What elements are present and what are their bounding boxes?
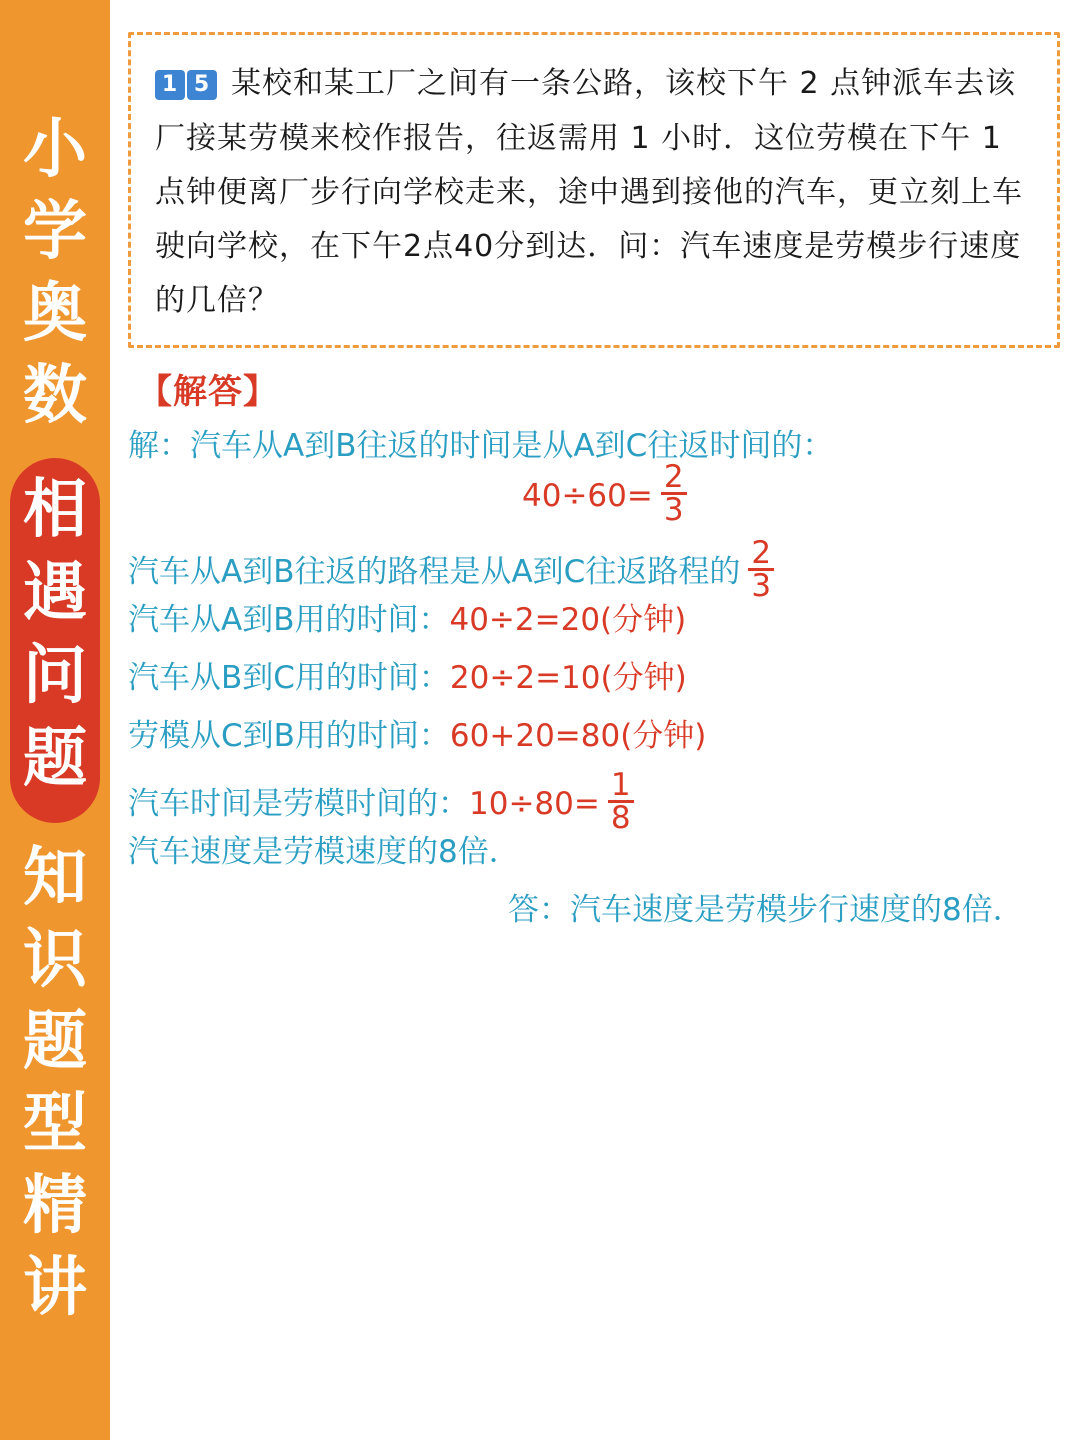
statement: 汽车从A到B往返的路程是从A到C往返路程的 xyxy=(128,554,741,590)
step-equation: 20÷2=10(分钟) xyxy=(449,660,687,696)
banner-char: 识 xyxy=(23,923,87,997)
banner-title-bottom xyxy=(0,841,110,1338)
solution-line-7 xyxy=(128,767,634,837)
fraction-denominator: 8 xyxy=(610,800,631,836)
banner-char: 相 xyxy=(23,473,87,547)
step-equation: 60+20=80(分钟) xyxy=(449,718,707,754)
banner-char: 题 xyxy=(23,1005,87,1079)
question-text: 某校和某工厂之间有一条公路，该校下午 2 点钟派车去该厂接某劳模来校作报告，往返需用 1 小时．这位劳模在下午 1 点钟便离厂步行向学校走来，途中遇到接他的汽车，更立刻上车驶向学校，在下午2点40分到达．问：汽车速度是劳模步行速度的几倍？ xyxy=(155,66,1023,318)
question-number-badge xyxy=(155,58,219,112)
fraction xyxy=(608,767,634,836)
fraction-numerator: 2 xyxy=(661,462,687,495)
step-equation: 10÷80= xyxy=(469,786,600,822)
solution-line-2 xyxy=(522,459,687,529)
banner-char: 讲 xyxy=(23,1251,87,1325)
banner-char: 知 xyxy=(23,841,87,915)
fraction-denominator: 3 xyxy=(751,568,772,604)
solution-line-4 xyxy=(128,600,686,640)
step-label: 汽车从B到C用的时间： xyxy=(128,660,450,696)
step-label: 汽车从A到B用的时间： xyxy=(128,602,450,638)
fraction xyxy=(748,535,774,604)
solution-line-3 xyxy=(128,535,774,605)
side-banner xyxy=(0,0,110,1440)
banner-char: 精 xyxy=(23,1169,87,1243)
banner-char: 型 xyxy=(23,1087,87,1161)
banner-char: 小 xyxy=(23,113,87,187)
equation: 40÷60= xyxy=(522,478,653,514)
solution-line-1: 解：汽车从A到B往返的时间是从A到C往返时间的： xyxy=(128,428,834,464)
step-label: 汽车时间是劳模时间的： xyxy=(128,786,469,822)
banner-char: 学 xyxy=(23,195,87,269)
final-answer: 答：汽车速度是劳模步行速度的8倍． xyxy=(508,892,1024,928)
badge-digit: 5 xyxy=(187,70,217,100)
step-equation: 40÷2=20(分钟) xyxy=(449,602,687,638)
banner-char: 奥 xyxy=(23,277,87,351)
banner-char: 数 xyxy=(23,359,87,433)
fraction-denominator: 3 xyxy=(663,492,684,528)
question-box xyxy=(128,32,1060,348)
solution-line-8: 汽车速度是劳模速度的8倍． xyxy=(128,834,520,870)
fraction xyxy=(661,459,687,528)
step-label: 劳模从C到B用的时间： xyxy=(128,718,450,754)
fraction-numerator: 1 xyxy=(608,770,634,803)
fraction-numerator: 2 xyxy=(748,538,774,571)
banner-title-top xyxy=(0,113,110,446)
question-text-block xyxy=(155,57,1041,328)
solution-line-6 xyxy=(128,716,706,756)
banner-topic-pill xyxy=(10,458,100,823)
badge-digit: 1 xyxy=(155,70,185,100)
banner-char: 遇 xyxy=(23,556,87,630)
solution-title: 【解答】 xyxy=(138,372,278,412)
solution-line-5 xyxy=(128,658,687,698)
banner-char: 问 xyxy=(23,639,87,713)
banner-char: 题 xyxy=(23,722,87,796)
